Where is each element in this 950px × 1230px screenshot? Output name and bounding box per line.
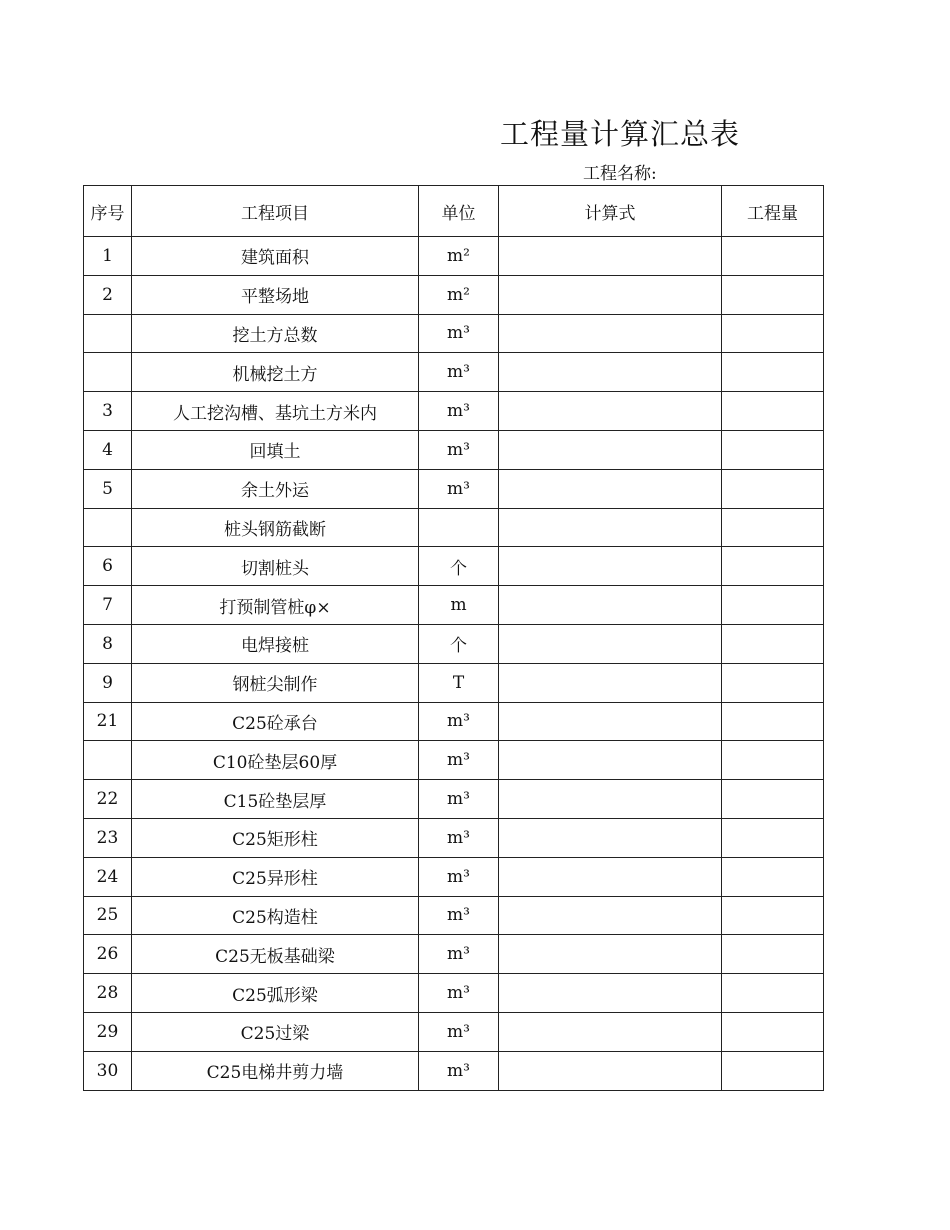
cell-quantity xyxy=(722,702,824,741)
cell-quantity xyxy=(722,392,824,431)
cell-formula xyxy=(499,508,722,547)
table-row xyxy=(84,237,824,276)
cell-quantity xyxy=(722,624,824,663)
quantity-summary-table xyxy=(83,185,824,1091)
cell-formula xyxy=(499,935,722,974)
cell-unit: m³ xyxy=(419,702,499,741)
cell-unit: m³ xyxy=(419,1012,499,1051)
table-row xyxy=(84,857,824,896)
table-body xyxy=(84,237,824,1091)
header-item: 工程项目 xyxy=(132,186,419,237)
cell-unit: T xyxy=(419,663,499,702)
cell-item: 钢桩尖制作 xyxy=(132,663,419,702)
cell-formula xyxy=(499,624,722,663)
cell-item: C25异形柱 xyxy=(132,857,419,896)
cell-unit: 个 xyxy=(419,624,499,663)
cell-quantity xyxy=(722,935,824,974)
cell-formula xyxy=(499,818,722,857)
cell-index: 4 xyxy=(84,430,132,469)
cell-unit: m² xyxy=(419,237,499,276)
table-row xyxy=(84,469,824,508)
table-row xyxy=(84,586,824,625)
cell-quantity xyxy=(722,1012,824,1051)
table-row xyxy=(84,547,824,586)
cell-index: 3 xyxy=(84,392,132,431)
cell-quantity xyxy=(722,275,824,314)
cell-index xyxy=(84,741,132,780)
cell-item: C25过梁 xyxy=(132,1012,419,1051)
cell-formula xyxy=(499,392,722,431)
cell-index: 1 xyxy=(84,237,132,276)
cell-formula xyxy=(499,896,722,935)
cell-formula xyxy=(499,857,722,896)
cell-quantity xyxy=(722,237,824,276)
header-index: 序号 xyxy=(84,186,132,237)
cell-quantity xyxy=(722,780,824,819)
cell-index: 6 xyxy=(84,547,132,586)
cell-formula xyxy=(499,275,722,314)
cell-item: C15砼垫层厚 xyxy=(132,780,419,819)
table-row xyxy=(84,935,824,974)
cell-unit: m³ xyxy=(419,857,499,896)
document-title: 工程量计算汇总表 xyxy=(500,117,741,151)
cell-item: 打预制管桩φ× xyxy=(132,586,419,625)
table-row xyxy=(84,430,824,469)
cell-unit: m³ xyxy=(419,353,499,392)
cell-quantity xyxy=(722,663,824,702)
cell-item: 桩头钢筋截断 xyxy=(132,508,419,547)
cell-quantity xyxy=(722,314,824,353)
cell-unit: m² xyxy=(419,275,499,314)
table-row xyxy=(84,896,824,935)
cell-item: 电焊接桩 xyxy=(132,624,419,663)
cell-unit: m³ xyxy=(419,818,499,857)
header-quantity: 工程量 xyxy=(722,186,824,237)
cell-item: 回填土 xyxy=(132,430,419,469)
cell-formula xyxy=(499,353,722,392)
cell-quantity xyxy=(722,818,824,857)
cell-unit: m³ xyxy=(419,314,499,353)
cell-index: 21 xyxy=(84,702,132,741)
cell-formula xyxy=(499,469,722,508)
cell-unit: m³ xyxy=(419,780,499,819)
cell-index: 2 xyxy=(84,275,132,314)
cell-unit: m xyxy=(419,586,499,625)
cell-unit: m³ xyxy=(419,430,499,469)
cell-item: C25电梯井剪力墙 xyxy=(132,1051,419,1090)
table-row xyxy=(84,1012,824,1051)
cell-index: 25 xyxy=(84,896,132,935)
cell-unit: 个 xyxy=(419,547,499,586)
cell-index: 5 xyxy=(84,469,132,508)
table-row xyxy=(84,624,824,663)
table-row xyxy=(84,663,824,702)
table-row xyxy=(84,974,824,1013)
table-header-row xyxy=(84,186,824,237)
table-row xyxy=(84,392,824,431)
cell-item: C25无板基础梁 xyxy=(132,935,419,974)
cell-formula xyxy=(499,663,722,702)
cell-unit: m³ xyxy=(419,1051,499,1090)
cell-unit: m³ xyxy=(419,741,499,780)
cell-quantity xyxy=(722,896,824,935)
cell-quantity xyxy=(722,353,824,392)
cell-formula xyxy=(499,547,722,586)
cell-formula xyxy=(499,780,722,819)
table-row xyxy=(84,1051,824,1090)
cell-unit: m³ xyxy=(419,469,499,508)
cell-quantity xyxy=(722,547,824,586)
cell-item: 平整场地 xyxy=(132,275,419,314)
cell-quantity xyxy=(722,586,824,625)
cell-item: 人工挖沟槽、基坑土方米内 xyxy=(132,392,419,431)
cell-item: C25弧形梁 xyxy=(132,974,419,1013)
cell-index: 28 xyxy=(84,974,132,1013)
cell-index: 29 xyxy=(84,1012,132,1051)
cell-index: 7 xyxy=(84,586,132,625)
cell-unit xyxy=(419,508,499,547)
cell-formula xyxy=(499,1051,722,1090)
cell-index xyxy=(84,314,132,353)
cell-formula xyxy=(499,1012,722,1051)
cell-index: 9 xyxy=(84,663,132,702)
cell-item: C25构造柱 xyxy=(132,896,419,935)
cell-formula xyxy=(499,314,722,353)
cell-unit: m³ xyxy=(419,935,499,974)
cell-index xyxy=(84,508,132,547)
cell-quantity xyxy=(722,974,824,1013)
cell-item: C25矩形柱 xyxy=(132,818,419,857)
header-formula: 计算式 xyxy=(499,186,722,237)
cell-item: 余土外运 xyxy=(132,469,419,508)
table-row xyxy=(84,353,824,392)
cell-formula xyxy=(499,741,722,780)
project-name-label: 工程名称: xyxy=(583,164,657,184)
cell-quantity xyxy=(722,508,824,547)
cell-index: 22 xyxy=(84,780,132,819)
cell-index xyxy=(84,353,132,392)
cell-formula xyxy=(499,586,722,625)
cell-quantity xyxy=(722,857,824,896)
cell-index: 24 xyxy=(84,857,132,896)
cell-index: 8 xyxy=(84,624,132,663)
cell-index: 26 xyxy=(84,935,132,974)
cell-unit: m³ xyxy=(419,392,499,431)
cell-item: 机械挖土方 xyxy=(132,353,419,392)
cell-quantity xyxy=(722,1051,824,1090)
cell-item: C25砼承台 xyxy=(132,702,419,741)
table-row xyxy=(84,275,824,314)
cell-formula xyxy=(499,974,722,1013)
table-row xyxy=(84,780,824,819)
table-row xyxy=(84,508,824,547)
cell-quantity xyxy=(722,430,824,469)
header-unit: 单位 xyxy=(419,186,499,237)
cell-formula xyxy=(499,430,722,469)
cell-index: 30 xyxy=(84,1051,132,1090)
cell-item: 切割桩头 xyxy=(132,547,419,586)
cell-unit: m³ xyxy=(419,896,499,935)
table-row xyxy=(84,702,824,741)
cell-index: 23 xyxy=(84,818,132,857)
cell-formula xyxy=(499,237,722,276)
cell-quantity xyxy=(722,741,824,780)
cell-unit: m³ xyxy=(419,974,499,1013)
cell-item: C10砼垫层60厚 xyxy=(132,741,419,780)
cell-quantity xyxy=(722,469,824,508)
table-row xyxy=(84,818,824,857)
table-row xyxy=(84,741,824,780)
cell-item: 挖土方总数 xyxy=(132,314,419,353)
table-row xyxy=(84,314,824,353)
cell-formula xyxy=(499,702,722,741)
cell-item: 建筑面积 xyxy=(132,237,419,276)
